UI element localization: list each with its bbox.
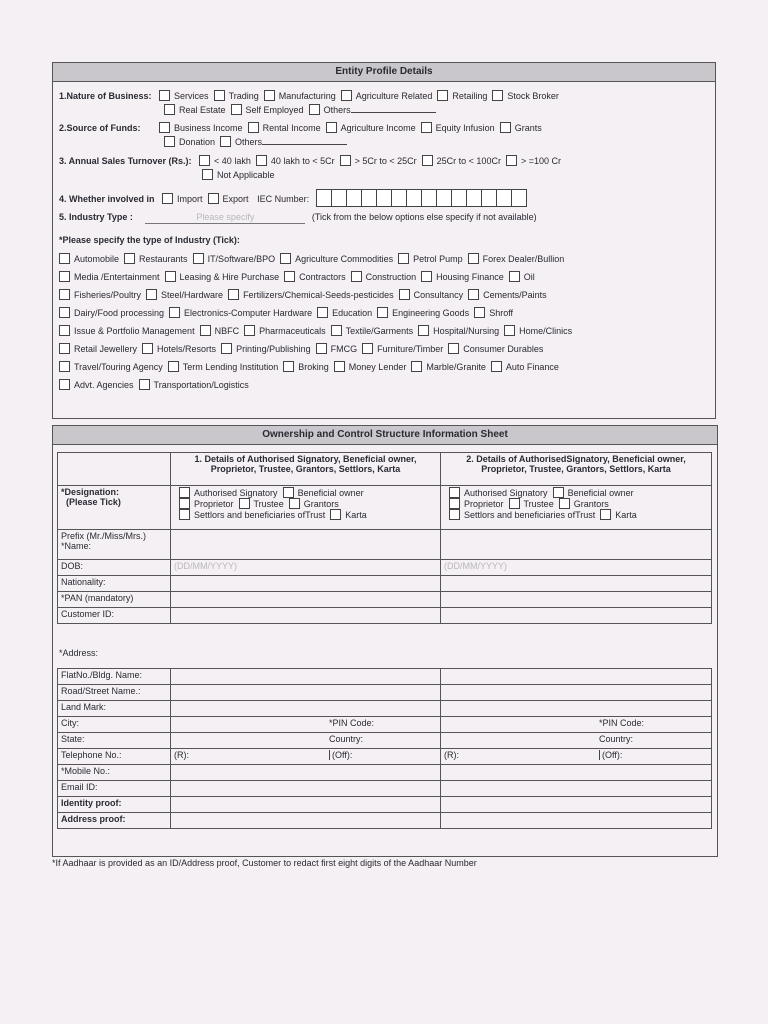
furniture-timber-checkbox[interactable] xyxy=(362,343,373,354)
nbfc-label: NBFC xyxy=(214,326,240,336)
designation-col1 xyxy=(171,486,441,530)
ownership-title: Ownership and Control Structure Information Sheet xyxy=(53,426,717,445)
funds-row-1 xyxy=(59,122,542,134)
grants-label: Grants xyxy=(514,123,542,133)
state-input-2[interactable] xyxy=(441,733,712,749)
automobile-checkbox[interactable] xyxy=(59,253,70,264)
export-label: Export xyxy=(222,194,249,204)
designation-col1-row2 xyxy=(174,498,437,509)
funds-label: 2.Source of Funds: xyxy=(59,123,141,133)
nature-row-2 xyxy=(159,104,436,116)
40-lakh-label: < 40 lakh xyxy=(214,156,251,166)
nationality-label: Nationality: xyxy=(58,576,171,592)
shroff-label: Shroff xyxy=(489,308,514,318)
fmcg-label: FMCG xyxy=(330,344,358,354)
education-label: Education xyxy=(332,308,373,318)
authorised-signatory-checkbox[interactable] xyxy=(449,487,460,498)
retailing-label: Retailing xyxy=(452,91,488,101)
telephone-input-1[interactable] xyxy=(171,749,441,765)
designation-label: *Designation: xyxy=(61,487,120,497)
equity-infusion-checkbox[interactable] xyxy=(421,122,432,133)
5cr-to-25cr-label: > 5Cr to < 25Cr xyxy=(354,156,417,166)
marble-granite-label: Marble/Granite xyxy=(426,362,486,372)
prefix-name-cell xyxy=(58,530,171,560)
identity-proof-input-1[interactable] xyxy=(171,797,441,813)
iec-number-boxes[interactable] xyxy=(316,189,527,210)
settlors-and-beneficiaries-oftrust-label: Settlors and beneficiaries ofTrust xyxy=(194,510,326,520)
city-label: City: xyxy=(58,717,171,733)
money-lender-label: Money Lender xyxy=(348,362,407,372)
media-entertainment-label: Media /Entertainment xyxy=(74,272,160,282)
tel-off-label-2: (Off): xyxy=(599,750,622,760)
beneficial-owner-label: Beneficial owner xyxy=(297,488,364,498)
transportation-logistics-label: Transportation/Logistics xyxy=(153,380,249,390)
marble-granite-checkbox[interactable] xyxy=(411,361,422,372)
iec-label: IEC Number: xyxy=(257,194,310,204)
fisheries-poultry-checkbox[interactable] xyxy=(59,289,70,300)
funds-others-line[interactable] xyxy=(262,136,347,145)
pin-label-1: *PIN Code: xyxy=(329,718,375,728)
cements-paints-checkbox[interactable] xyxy=(468,289,479,300)
40-lakh-to-5cr-label: 40 lakh to < 5Cr xyxy=(270,156,335,166)
petrol-pump-checkbox[interactable] xyxy=(398,253,409,264)
term-lending-institution-checkbox[interactable] xyxy=(168,361,179,372)
trustee-label: Trustee xyxy=(523,499,554,509)
oil-checkbox[interactable] xyxy=(509,271,520,282)
transportation-logistics-checkbox[interactable] xyxy=(139,379,150,390)
self-employed-checkbox[interactable] xyxy=(231,104,242,115)
authorised-signatory-label: Authorised Signatory xyxy=(464,488,548,498)
steel-hardware-label: Steel/Hardware xyxy=(161,290,224,300)
engineering-goods-checkbox[interactable] xyxy=(377,307,388,318)
housing-finance-label: Housing Finance xyxy=(436,272,504,282)
pharmaceuticals-checkbox[interactable] xyxy=(244,325,255,336)
travel-touring-agency-checkbox[interactable] xyxy=(59,361,70,372)
equity-infusion-label: Equity Infusion xyxy=(435,123,495,133)
settlors-and-beneficiaries-oftrust-label: Settlors and beneficiaries ofTrust xyxy=(464,510,596,520)
landmark-label: Land Mark: xyxy=(58,701,171,717)
40-lakh-checkbox[interactable] xyxy=(199,155,210,166)
construction-label: Construction xyxy=(365,272,417,282)
designation-col1-row1 xyxy=(174,487,437,498)
funds-options-2 xyxy=(159,137,262,147)
prefix-label: Prefix (Mr./Miss/Mrs.) xyxy=(61,531,146,541)
real-estate-label: Real Estate xyxy=(179,105,226,115)
automobile-label: Automobile xyxy=(74,254,120,264)
grantors-label: Grantors xyxy=(573,499,609,509)
ownership-col2-header: 2. Details of AuthorisedSignatory, Beneficial owner, Proprietor, Trustee, Grantors, Settlors, Karta xyxy=(441,453,712,486)
involved-row xyxy=(59,189,527,210)
road-input-1[interactable] xyxy=(171,685,441,701)
address-proof-label: Address proof: xyxy=(58,813,171,829)
proprietor-checkbox[interactable] xyxy=(179,498,190,509)
term-lending-institution-label: Term Lending Institution xyxy=(182,362,279,372)
agriculture-related-label: Agriculture Related xyxy=(355,91,433,101)
designation-cell xyxy=(58,486,171,530)
trustee-checkbox[interactable] xyxy=(509,498,520,509)
email-input-2[interactable] xyxy=(441,781,712,797)
auto-finance-label: Auto Finance xyxy=(505,362,559,372)
consumer-durables-label: Consumer Durables xyxy=(463,344,544,354)
retail-jewellery-label: Retail Jewellery xyxy=(74,344,138,354)
rental-income-label: Rental Income xyxy=(262,123,321,133)
self-employed-label: Self Employed xyxy=(245,105,304,115)
shroff-checkbox[interactable] xyxy=(474,307,485,318)
fisheries-poultry-label: Fisheries/Poultry xyxy=(74,290,142,300)
identity-proof-label: Identity proof: xyxy=(58,797,171,813)
trading-checkbox[interactable] xyxy=(214,90,225,101)
name-label: *Name: xyxy=(61,541,92,551)
stock-broker-checkbox[interactable] xyxy=(492,90,503,101)
broking-checkbox[interactable] xyxy=(283,361,294,372)
donation-label: Donation xyxy=(179,137,216,147)
consumer-durables-checkbox[interactable] xyxy=(448,343,459,354)
not-applicable-label: Not Applicable xyxy=(217,170,275,180)
restaurants-checkbox[interactable] xyxy=(124,253,135,264)
nature-row-1 xyxy=(59,90,559,102)
mobile-input-1[interactable] xyxy=(171,765,441,781)
authorised-signatory-checkbox[interactable] xyxy=(179,487,190,498)
email-label: Email ID: xyxy=(58,781,171,797)
landmark-input-2[interactable] xyxy=(441,701,712,717)
mobile-input-2[interactable] xyxy=(441,765,712,781)
hospital-nursing-label: Hospital/Nursing xyxy=(433,326,500,336)
flat-input-1[interactable] xyxy=(171,669,441,685)
contractors-checkbox[interactable] xyxy=(284,271,295,282)
import-label: Import xyxy=(177,194,203,204)
retailing-checkbox[interactable] xyxy=(437,90,448,101)
ownership-details-table xyxy=(57,452,712,624)
telephone-input-2[interactable] xyxy=(441,749,712,765)
home-clinics-checkbox[interactable] xyxy=(504,325,515,336)
25cr-to-100cr-label: 25Cr to < 100Cr xyxy=(436,156,501,166)
steel-hardware-checkbox[interactable] xyxy=(146,289,157,300)
industry-type-label: 5. Industry Type : xyxy=(59,212,133,222)
grantors-checkbox[interactable] xyxy=(559,498,570,509)
issue-portfolio-management-checkbox[interactable] xyxy=(59,325,70,336)
broking-label: Broking xyxy=(298,362,329,372)
stock-broker-label: Stock Broker xyxy=(507,91,559,101)
entity-profile-section xyxy=(52,62,716,419)
turnover-row-1 xyxy=(59,155,561,167)
email-input-1[interactable] xyxy=(171,781,441,797)
industry-row-8 xyxy=(54,379,249,391)
40-lakh-to-5cr-checkbox[interactable] xyxy=(256,155,267,166)
auto-finance-checkbox[interactable] xyxy=(491,361,502,372)
identity-proof-input-2[interactable] xyxy=(441,797,712,813)
it-software-bpo-label: IT/Software/BPO xyxy=(207,254,276,264)
karta-checkbox[interactable] xyxy=(330,509,341,520)
name-input-1[interactable] xyxy=(171,530,441,560)
dob-input-2[interactable]: (DD/MM/YYYY) xyxy=(441,560,712,576)
fmcg-checkbox[interactable] xyxy=(316,343,327,354)
nature-label: 1.Nature of Business: xyxy=(59,91,152,101)
entity-profile-title: Entity Profile Details xyxy=(53,63,715,82)
electronics-computer-hardware-checkbox[interactable] xyxy=(169,307,180,318)
dairy-food-processing-checkbox[interactable] xyxy=(59,307,70,318)
restaurants-label: Restaurants xyxy=(139,254,188,264)
involved-options xyxy=(157,194,249,204)
business-income-label: Business Income xyxy=(174,123,243,133)
dob-input-1[interactable]: (DD/MM/YYYY) xyxy=(171,560,441,576)
issue-portfolio-management-label: Issue & Portfolio Management xyxy=(74,326,195,336)
trustee-label: Trustee xyxy=(253,499,284,509)
ownership-col1-header: 1. Details of Authorised Signatory, Beneficial owner, Proprietor, Trustee, Grantors, Settlors, Karta xyxy=(171,453,441,486)
state-input-1[interactable] xyxy=(171,733,441,749)
agriculture-commodities-label: Agriculture Commodities xyxy=(295,254,394,264)
agriculture-income-label: Agriculture Income xyxy=(340,123,416,133)
grantors-checkbox[interactable] xyxy=(289,498,300,509)
nationality-input-1[interactable] xyxy=(171,576,441,592)
pan-label: *PAN (mandatory) xyxy=(58,592,171,608)
city-input-2[interactable] xyxy=(441,717,712,733)
address-proof-input-1[interactable] xyxy=(171,813,441,829)
export-checkbox[interactable] xyxy=(208,193,219,204)
real-estate-checkbox[interactable] xyxy=(164,104,175,115)
fertilizers-chemical-seeds-pesticides-checkbox[interactable] xyxy=(228,289,239,300)
tel-off-label-1: (Off): xyxy=(329,750,352,760)
others-label: Others xyxy=(323,105,351,115)
flat-input-2[interactable] xyxy=(441,669,712,685)
dairy-food-processing-label: Dairy/Food processing xyxy=(74,308,165,318)
landmark-input-1[interactable] xyxy=(171,701,441,717)
electronics-computer-hardware-label: Electronics-Computer Hardware xyxy=(184,308,313,318)
mobile-label: *Mobile No.: xyxy=(58,765,171,781)
donation-checkbox[interactable] xyxy=(164,136,175,147)
karta-label: Karta xyxy=(345,510,367,520)
5cr-to-25cr-checkbox[interactable] xyxy=(340,155,351,166)
textile-garments-label: Textile/Garments xyxy=(345,326,414,336)
address-label: *Address: xyxy=(59,648,99,658)
hospital-nursing-checkbox[interactable] xyxy=(418,325,429,336)
agriculture-income-checkbox[interactable] xyxy=(326,122,337,133)
media-entertainment-checkbox[interactable] xyxy=(59,271,70,282)
ownership-section xyxy=(52,425,718,857)
grants-checkbox[interactable] xyxy=(500,122,511,133)
funds-row-2 xyxy=(159,136,347,148)
turnover-options-2 xyxy=(197,170,275,180)
karta-checkbox[interactable] xyxy=(600,509,611,520)
road-label: Road/Street Name.: xyxy=(58,685,171,701)
address-table xyxy=(57,668,712,829)
consultancy-label: Consultancy xyxy=(413,290,464,300)
industry-row-5 xyxy=(54,325,572,337)
travel-touring-agency-label: Travel/Touring Agency xyxy=(74,362,163,372)
tel-res-label-1: (R): xyxy=(174,750,189,760)
furniture-timber-label: Furniture/Timber xyxy=(377,344,444,354)
industry-type-input[interactable]: Please specify xyxy=(145,211,305,224)
forex-dealer-bullion-label: Forex Dealer/Bullion xyxy=(482,254,565,264)
nature-options-2 xyxy=(159,105,351,115)
turnover-label: 3. Annual Sales Turnover (Rs.): xyxy=(59,156,192,166)
designation-col2-row3 xyxy=(444,509,708,520)
customer-id-input-2[interactable] xyxy=(441,608,712,624)
industry-type-row xyxy=(59,211,537,224)
designation-col2 xyxy=(441,486,712,530)
karta-label: Karta xyxy=(615,510,637,520)
proprietor-label: Proprietor xyxy=(194,499,234,509)
nbfc-checkbox[interactable] xyxy=(200,325,211,336)
industry-type-note: (Tick from the below options else specify if not available) xyxy=(311,212,537,222)
not-applicable-checkbox[interactable] xyxy=(202,169,213,180)
services-label: Services xyxy=(174,91,209,101)
nature-others-line[interactable] xyxy=(351,104,436,113)
advt-agencies-checkbox[interactable] xyxy=(59,379,70,390)
industry-row-6 xyxy=(54,343,543,355)
nature-options-1 xyxy=(154,91,559,101)
address-proof-input-2[interactable] xyxy=(441,813,712,829)
pin-label-2: *PIN Code: xyxy=(599,718,645,728)
money-lender-checkbox[interactable] xyxy=(334,361,345,372)
printing-publishing-label: Printing/Publishing xyxy=(236,344,311,354)
agriculture-related-checkbox[interactable] xyxy=(341,90,352,101)
involved-label: 4. Whether involved in xyxy=(59,194,155,204)
state-label: State: xyxy=(58,733,171,749)
100-cr-checkbox[interactable] xyxy=(506,155,517,166)
import-checkbox[interactable] xyxy=(162,193,173,204)
manufacturing-label: Manufacturing xyxy=(278,91,336,101)
fertilizers-chemical-seeds-pesticides-label: Fertilizers/Chemical-Seeds-pesticides xyxy=(243,290,394,300)
industry-row-1 xyxy=(54,253,564,265)
agriculture-commodities-checkbox[interactable] xyxy=(280,253,291,264)
city-input-1[interactable] xyxy=(171,717,441,733)
flat-label: FlatNo./Bldg. Name: xyxy=(58,669,171,685)
settlors-and-beneficiaries-oftrust-checkbox[interactable] xyxy=(179,509,190,520)
industry-row-2 xyxy=(54,271,535,283)
settlors-and-beneficiaries-oftrust-checkbox[interactable] xyxy=(449,509,460,520)
grantors-label: Grantors xyxy=(303,499,339,509)
proprietor-checkbox[interactable] xyxy=(449,498,460,509)
textile-garments-checkbox[interactable] xyxy=(331,325,342,336)
hotels-resorts-label: Hotels/Resorts xyxy=(157,344,217,354)
beneficial-owner-checkbox[interactable] xyxy=(283,487,294,498)
country-label-1: Country: xyxy=(329,734,364,744)
tel-res-label-2: (R): xyxy=(444,750,459,760)
designation-sub: (Please Tick) xyxy=(66,497,121,507)
trading-label: Trading xyxy=(228,91,259,101)
entity-profile-box xyxy=(52,62,716,419)
funds-options-1 xyxy=(154,123,542,133)
services-checkbox[interactable] xyxy=(159,90,170,101)
100-cr-label: > =100 Cr xyxy=(520,156,561,166)
industry-row-3 xyxy=(54,289,547,301)
telephone-label: Telephone No.: xyxy=(58,749,171,765)
it-software-bpo-checkbox[interactable] xyxy=(193,253,204,264)
education-checkbox[interactable] xyxy=(317,307,328,318)
rental-income-checkbox[interactable] xyxy=(248,122,259,133)
consultancy-checkbox[interactable] xyxy=(399,289,410,300)
country-label-2: Country: xyxy=(599,734,634,744)
industry-specify-label: *Please specify the type of Industry (Tick): xyxy=(59,235,240,245)
turnover-options-1 xyxy=(194,156,561,166)
forex-dealer-bullion-checkbox[interactable] xyxy=(468,253,479,264)
turnover-row-2 xyxy=(197,169,275,181)
designation-col2-row2 xyxy=(444,498,708,509)
leasing-hire-purchase-label: Leasing & Hire Purchase xyxy=(179,272,280,282)
pan-input-2[interactable] xyxy=(441,592,712,608)
engineering-goods-label: Engineering Goods xyxy=(392,308,470,318)
customer-id-input-1[interactable] xyxy=(171,608,441,624)
customer-id-label: Customer ID: xyxy=(58,608,171,624)
dob-label: DOB: xyxy=(58,560,171,576)
nationality-input-2[interactable] xyxy=(441,576,712,592)
business-income-checkbox[interactable] xyxy=(159,122,170,133)
industry-row-7 xyxy=(54,361,559,373)
printing-publishing-checkbox[interactable] xyxy=(221,343,232,354)
authorised-signatory-label: Authorised Signatory xyxy=(194,488,278,498)
leasing-hire-purchase-checkbox[interactable] xyxy=(165,271,176,282)
industry-row-4 xyxy=(54,307,513,319)
name-input-2[interactable] xyxy=(441,530,712,560)
housing-finance-checkbox[interactable] xyxy=(421,271,432,282)
pan-input-1[interactable] xyxy=(171,592,441,608)
petrol-pump-label: Petrol Pump xyxy=(413,254,463,264)
designation-col2-row1 xyxy=(444,487,708,498)
aadhaar-footnote: *If Aadhaar is provided as an ID/Address proof, Customer to redact first eight digits of the Aadhaar Number xyxy=(52,858,477,868)
oil-label: Oil xyxy=(523,272,535,282)
cements-paints-label: Cements/Paints xyxy=(483,290,547,300)
others-label: Others xyxy=(235,137,263,147)
road-input-2[interactable] xyxy=(441,685,712,701)
beneficial-owner-checkbox[interactable] xyxy=(553,487,564,498)
advt-agencies-label: Advt. Agencies xyxy=(74,380,134,390)
pharmaceuticals-label: Pharmaceuticals xyxy=(259,326,326,336)
beneficial-owner-label: Beneficial owner xyxy=(567,488,634,498)
manufacturing-checkbox[interactable] xyxy=(264,90,275,101)
home-clinics-label: Home/Clinics xyxy=(519,326,573,336)
others-checkbox[interactable] xyxy=(220,136,231,147)
retail-jewellery-checkbox[interactable] xyxy=(59,343,70,354)
construction-checkbox[interactable] xyxy=(351,271,362,282)
trustee-checkbox[interactable] xyxy=(239,498,250,509)
contractors-label: Contractors xyxy=(299,272,346,282)
others-checkbox[interactable] xyxy=(309,104,320,115)
25cr-to-100cr-checkbox[interactable] xyxy=(422,155,433,166)
designation-col1-row3 xyxy=(174,509,437,520)
hotels-resorts-checkbox[interactable] xyxy=(142,343,153,354)
proprietor-label: Proprietor xyxy=(464,499,504,509)
